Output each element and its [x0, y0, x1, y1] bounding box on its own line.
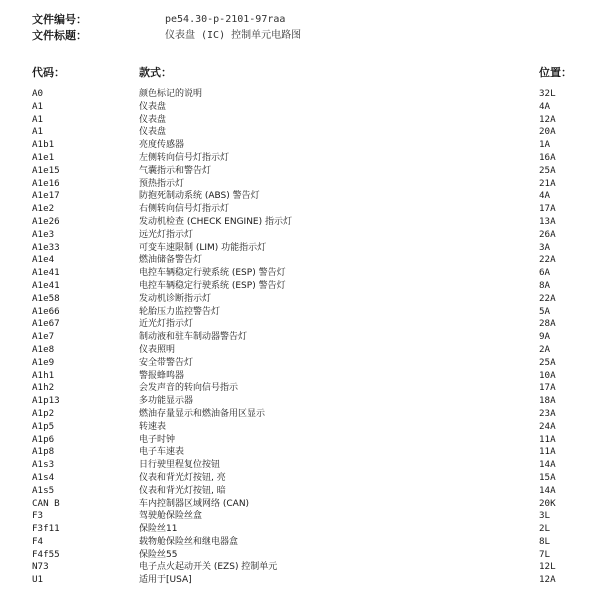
component-code: U1 — [32, 574, 44, 586]
component-description: 载物舱保险丝和继电器盒 — [139, 536, 239, 547]
component-code: A1 — [32, 100, 44, 112]
component-description: 近光灯指示灯 — [139, 319, 194, 330]
component-description: 警报蜂鸣器 — [139, 370, 185, 381]
table-row — [0, 574, 601, 587]
component-position: 1A — [539, 139, 551, 151]
component-code: A1e17 — [32, 190, 60, 202]
component-position: 20K — [539, 497, 556, 509]
component-position: 10A — [539, 369, 556, 381]
column-header-pos: 位置： — [539, 66, 572, 79]
component-position: 3L — [539, 510, 551, 522]
column-header-desc: 款式： — [139, 66, 172, 79]
table-row — [0, 472, 601, 485]
component-position: 8A — [539, 279, 551, 291]
table-row — [0, 370, 601, 383]
table-row — [0, 357, 601, 370]
component-description: 电控车辆稳定行驶系统 (ESP) 警告灯 — [139, 268, 286, 279]
component-description: 仪表照明 — [139, 344, 176, 355]
component-description: 电子时钟 — [139, 434, 176, 445]
component-description: 电控车辆稳定行驶系统 (ESP) 警告灯 — [139, 280, 286, 291]
table-row — [0, 446, 601, 459]
component-code: A1s3 — [32, 459, 55, 471]
component-description: 轮胎压力监控警告灯 — [139, 306, 221, 317]
table-row — [0, 382, 601, 395]
component-description: 预热指示灯 — [139, 178, 185, 189]
component-description: 多功能显示器 — [139, 396, 194, 407]
component-position: 24A — [539, 420, 556, 432]
table-row — [0, 267, 601, 280]
table-row — [0, 331, 601, 344]
component-code: F4f55 — [32, 548, 60, 560]
component-code: A1s5 — [32, 484, 55, 496]
table-row — [0, 229, 601, 242]
component-code: A1e2 — [32, 203, 55, 215]
table-row — [0, 498, 601, 511]
component-code: A1 — [32, 113, 44, 125]
component-description: 会发声音的转向信号指示 — [139, 383, 239, 394]
table-row — [0, 459, 601, 472]
component-code: A1e41 — [32, 279, 60, 291]
component-position: 2A — [539, 343, 551, 355]
component-table — [0, 88, 601, 587]
component-description: 仪表盘 — [139, 114, 167, 125]
component-position: 32L — [539, 88, 556, 99]
table-row — [0, 434, 601, 447]
component-code: A1b1 — [32, 139, 55, 151]
component-code: A1e16 — [32, 177, 60, 189]
component-position: 13A — [539, 215, 556, 227]
component-position: 16A — [539, 151, 556, 163]
component-description: 右侧转向信号灯指示灯 — [139, 204, 230, 215]
component-code: F3f11 — [32, 523, 60, 535]
component-position: 2L — [539, 523, 551, 535]
component-position: 4A — [539, 190, 551, 202]
component-position: 4A — [539, 100, 551, 112]
table-row — [0, 101, 601, 114]
table-row — [0, 408, 601, 421]
component-code: A1p6 — [32, 433, 55, 445]
component-description: 仪表和背光灯按钮, 暗 — [139, 485, 226, 496]
table-row — [0, 114, 601, 127]
component-code: A1p13 — [32, 395, 60, 407]
component-code: A1s4 — [32, 471, 55, 483]
table-row — [0, 485, 601, 498]
table-row — [0, 523, 601, 536]
component-position: 11A — [539, 433, 556, 445]
component-position: 12A — [539, 113, 556, 125]
table-row — [0, 88, 601, 101]
component-description: 日行驶里程复位按钮 — [139, 460, 221, 471]
component-code: A1p2 — [32, 407, 55, 419]
table-row — [0, 561, 601, 574]
column-header-code: 代码： — [32, 66, 65, 79]
component-position: 17A — [539, 203, 556, 215]
table-row — [0, 203, 601, 216]
component-description: 颜色标记的说明 — [139, 89, 203, 99]
component-code: N73 — [32, 561, 49, 573]
component-description: 仪表盘 — [139, 127, 167, 138]
component-position: 14A — [539, 484, 556, 496]
doc-number-label: 文件编号： — [32, 13, 87, 26]
component-position: 21A — [539, 177, 556, 189]
component-description: 电子点火起动开关 (EZS) 控制单元 — [139, 562, 278, 573]
component-position: 25A — [539, 164, 556, 176]
component-code: A1e8 — [32, 343, 55, 355]
table-row — [0, 126, 601, 139]
table-row — [0, 216, 601, 229]
component-description: 燃油储备警告灯 — [139, 255, 203, 266]
table-row — [0, 178, 601, 191]
component-description: 气囊指示和警告灯 — [139, 165, 212, 176]
table-row — [0, 421, 601, 434]
doc-title-label: 文件标题： — [32, 29, 87, 42]
component-description: 制动液和驻车制动器警告灯 — [139, 332, 248, 343]
component-code: A1e4 — [32, 254, 55, 266]
table-row — [0, 318, 601, 331]
table-row — [0, 139, 601, 152]
table-row — [0, 242, 601, 255]
component-position: 5A — [539, 305, 551, 317]
table-row — [0, 549, 601, 562]
component-code: A0 — [32, 88, 44, 99]
component-position: 18A — [539, 395, 556, 407]
component-description: 仪表盘 — [139, 101, 167, 112]
table-row — [0, 510, 601, 523]
component-position: 6A — [539, 267, 551, 279]
component-code: A1e66 — [32, 305, 60, 317]
table-row — [0, 395, 601, 408]
component-code: A1p5 — [32, 420, 55, 432]
component-position: 17A — [539, 382, 556, 394]
component-position: 9A — [539, 331, 551, 343]
component-code: F3 — [32, 510, 44, 522]
component-code: A1e9 — [32, 356, 55, 368]
component-code: A1 — [32, 126, 44, 138]
component-code: A1h1 — [32, 369, 55, 381]
component-code: A1e67 — [32, 318, 60, 330]
component-code: A1e41 — [32, 267, 60, 279]
table-row — [0, 254, 601, 267]
table-row — [0, 306, 601, 319]
component-description: 防抱死制动系统 (ABS) 警告灯 — [139, 191, 260, 202]
table-row — [0, 152, 601, 165]
component-description: 仪表和背光灯按钮, 亮 — [139, 472, 226, 483]
component-description: 左侧转向信号灯指示灯 — [139, 152, 230, 163]
component-description: 车内控制器区域网络 (CAN) — [139, 498, 250, 509]
component-position: 26A — [539, 228, 556, 240]
component-code: A1h2 — [32, 382, 55, 394]
table-row — [0, 293, 601, 306]
component-code: A1e26 — [32, 215, 60, 227]
component-code: A1e33 — [32, 241, 60, 253]
component-description: 保险丝55 — [139, 549, 178, 560]
component-code: A1e58 — [32, 292, 60, 304]
component-position: 8L — [539, 535, 551, 547]
component-code: A1e1 — [32, 151, 55, 163]
component-code: A1p8 — [32, 446, 55, 458]
table-row — [0, 190, 601, 203]
table-row — [0, 280, 601, 293]
table-row — [0, 165, 601, 178]
component-description: 可变车速限制 (LIM) 功能指示灯 — [139, 242, 267, 253]
component-code: CAN B — [32, 497, 60, 509]
doc-title-value: 仪表盘 (IC) 控制单元电路图 — [165, 30, 302, 41]
component-position: 12A — [539, 574, 556, 586]
component-description: 亮度传感器 — [139, 140, 185, 151]
table-row — [0, 344, 601, 357]
component-description: 燃油存量显示和燃油备用区显示 — [139, 408, 266, 419]
component-description: 保险丝11 — [139, 524, 178, 535]
component-position: 3A — [539, 241, 551, 253]
component-position: 22A — [539, 254, 556, 266]
component-description: 电子车速表 — [139, 447, 185, 458]
component-description: 发动机检查 (CHECK ENGINE) 指示灯 — [139, 216, 292, 227]
component-position: 14A — [539, 459, 556, 471]
component-position: 20A — [539, 126, 556, 138]
component-position: 15A — [539, 471, 556, 483]
component-position: 23A — [539, 407, 556, 419]
doc-number-value: pe54.30-p-2101-97raa — [165, 14, 286, 25]
component-position: 7L — [539, 548, 551, 560]
component-description: 适用于[USA] — [139, 575, 192, 586]
component-code: A1e7 — [32, 331, 55, 343]
component-description: 发动机诊断指示灯 — [139, 293, 212, 304]
component-description: 远光灯指示灯 — [139, 229, 194, 240]
component-position: 11A — [539, 446, 556, 458]
component-description: 安全带警告灯 — [139, 357, 194, 368]
component-position: 25A — [539, 356, 556, 368]
component-position: 22A — [539, 292, 556, 304]
component-code: A1e15 — [32, 164, 60, 176]
component-position: 28A — [539, 318, 556, 330]
component-code: F4 — [32, 535, 44, 547]
component-description: 转速表 — [139, 421, 167, 432]
component-description: 驾驶舱保险丝盒 — [139, 511, 203, 522]
component-code: A1e3 — [32, 228, 55, 240]
table-row — [0, 536, 601, 549]
component-position: 12L — [539, 561, 556, 573]
